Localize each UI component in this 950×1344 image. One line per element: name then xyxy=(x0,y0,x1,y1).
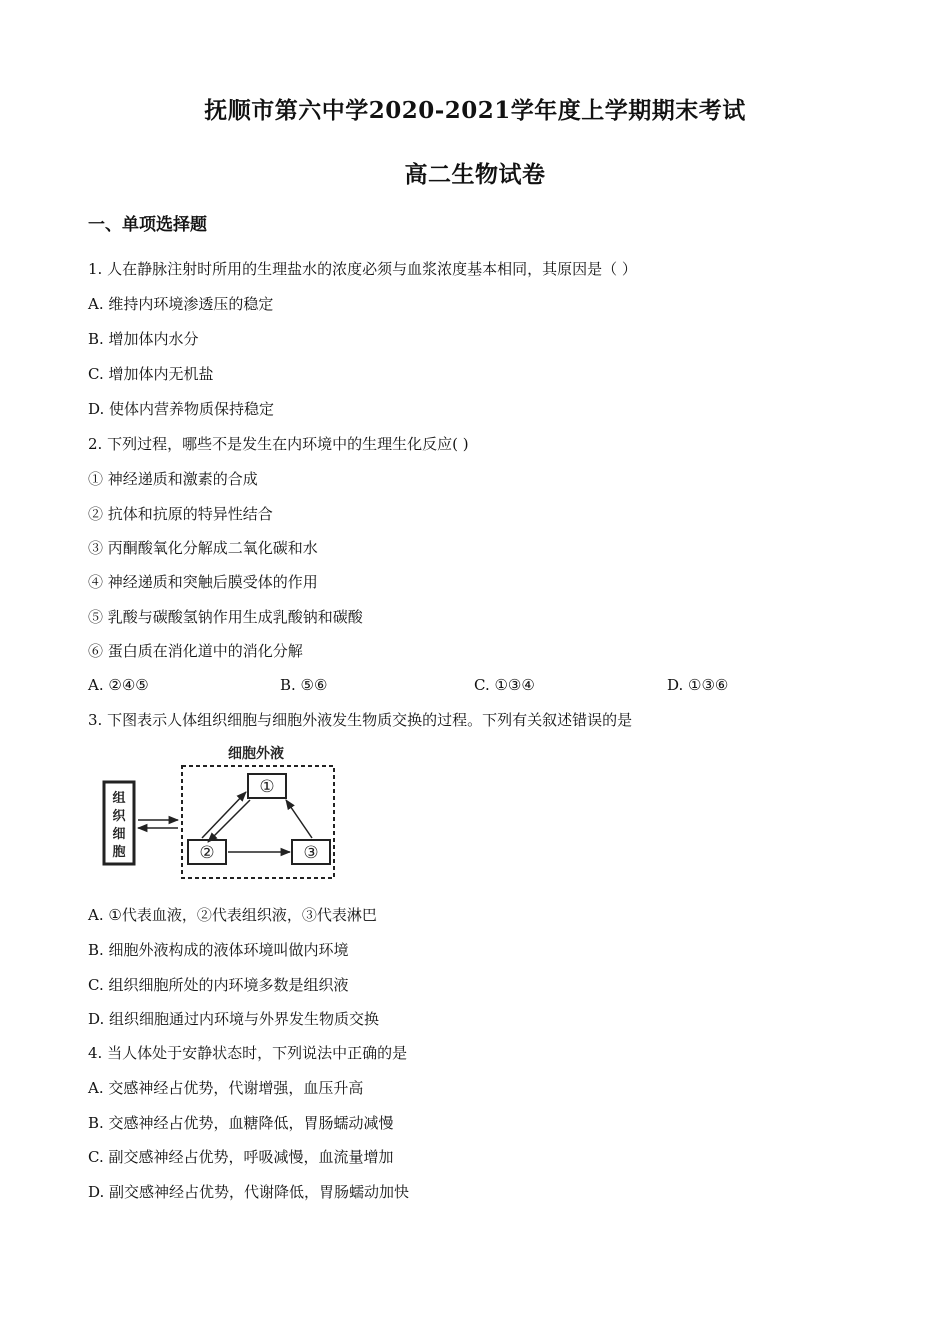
exam-title: 抚顺市第六中学2020-2021学年度上学期期末考试 xyxy=(204,97,746,124)
svg-text:细: 细 xyxy=(112,827,126,842)
q2-option-c: C. ①③④ xyxy=(474,676,535,694)
svg-text:胞: 胞 xyxy=(112,845,126,860)
q1-stem: 1. 人在静脉注射时所用的生理盐水的浓度必须与血浆浓度基本相同，其原因是（ ） xyxy=(88,260,637,278)
q2-item-2: ② 抗体和抗原的特异性结合 xyxy=(88,505,273,523)
q4-option-c: C. 副交感神经占优势，呼吸减慢，血流量增加 xyxy=(88,1148,394,1166)
q2-item-6: ⑥ 蛋白质在消化道中的消化分解 xyxy=(88,642,303,660)
fluid-exchange-diagram xyxy=(98,742,348,882)
extracellular-fluid-label: 细胞外液 xyxy=(228,746,284,762)
svg-text:组: 组 xyxy=(112,791,126,806)
node-1-label: ① xyxy=(259,777,275,797)
q3-option-a: A. ①代表血液，②代表组织液，③代表淋巴 xyxy=(88,906,377,924)
q2-item-4: ④ 神经递质和突触后膜受体的作用 xyxy=(88,573,318,591)
arrow-1-to-2 xyxy=(208,800,250,842)
q4-stem: 4. 当人体处于安静状态时，下列说法中正确的是 xyxy=(88,1044,408,1062)
q2-option-b: B. ⑤⑥ xyxy=(280,676,328,694)
arrow-2-to-1 xyxy=(202,792,246,838)
q1-option-d: D. 使体内营养物质保持稳定 xyxy=(88,400,275,418)
exam-subtitle: 高二生物试卷 xyxy=(404,161,546,188)
q2-stem: 2. 下列过程，哪些不是发生在内环境中的生理生化反应( ) xyxy=(88,435,469,453)
q4-option-d: D. 副交感神经占优势，代谢降低，胃肠蠕动加快 xyxy=(88,1183,410,1201)
q1-option-b: B. 增加体内水分 xyxy=(88,330,199,348)
section-heading: 一、单项选择题 xyxy=(88,215,207,235)
q2-item-3: ③ 丙酮酸氧化分解成二氧化碳和水 xyxy=(88,539,318,557)
q3-option-d: D. 组织细胞通过内环境与外界发生物质交换 xyxy=(88,1010,380,1028)
q4-option-b: B. 交感神经占优势，血糖降低，胃肠蠕动减慢 xyxy=(88,1114,394,1132)
q2-option-d: D. ①③⑥ xyxy=(667,676,729,694)
q2-option-a: A. ②④⑤ xyxy=(88,676,149,694)
q2-item-1: ① 神经递质和激素的合成 xyxy=(88,470,258,488)
q3-option-c: C. 组织细胞所处的内环境多数是组织液 xyxy=(88,976,349,994)
q1-option-a: A. 维持内环境渗透压的稳定 xyxy=(88,295,274,313)
q2-item-5: ⑤ 乳酸与碳酸氢钠作用生成乳酸钠和碳酸 xyxy=(88,608,363,626)
q1-option-c: C. 增加体内无机盐 xyxy=(88,365,214,383)
arrow-3-to-1 xyxy=(286,800,312,838)
node-2-label: ② xyxy=(199,843,215,863)
svg-text:织: 织 xyxy=(112,809,126,824)
q4-option-a: A. 交感神经占优势，代谢增强，血压升高 xyxy=(88,1079,364,1097)
node-3-label: ③ xyxy=(303,843,319,863)
q3-stem: 3. 下图表示人体组织细胞与细胞外液发生物质交换的过程。下列有关叙述错误的是 xyxy=(88,711,633,729)
q3-option-b: B. 细胞外液构成的液体环境叫做内环境 xyxy=(88,941,349,959)
